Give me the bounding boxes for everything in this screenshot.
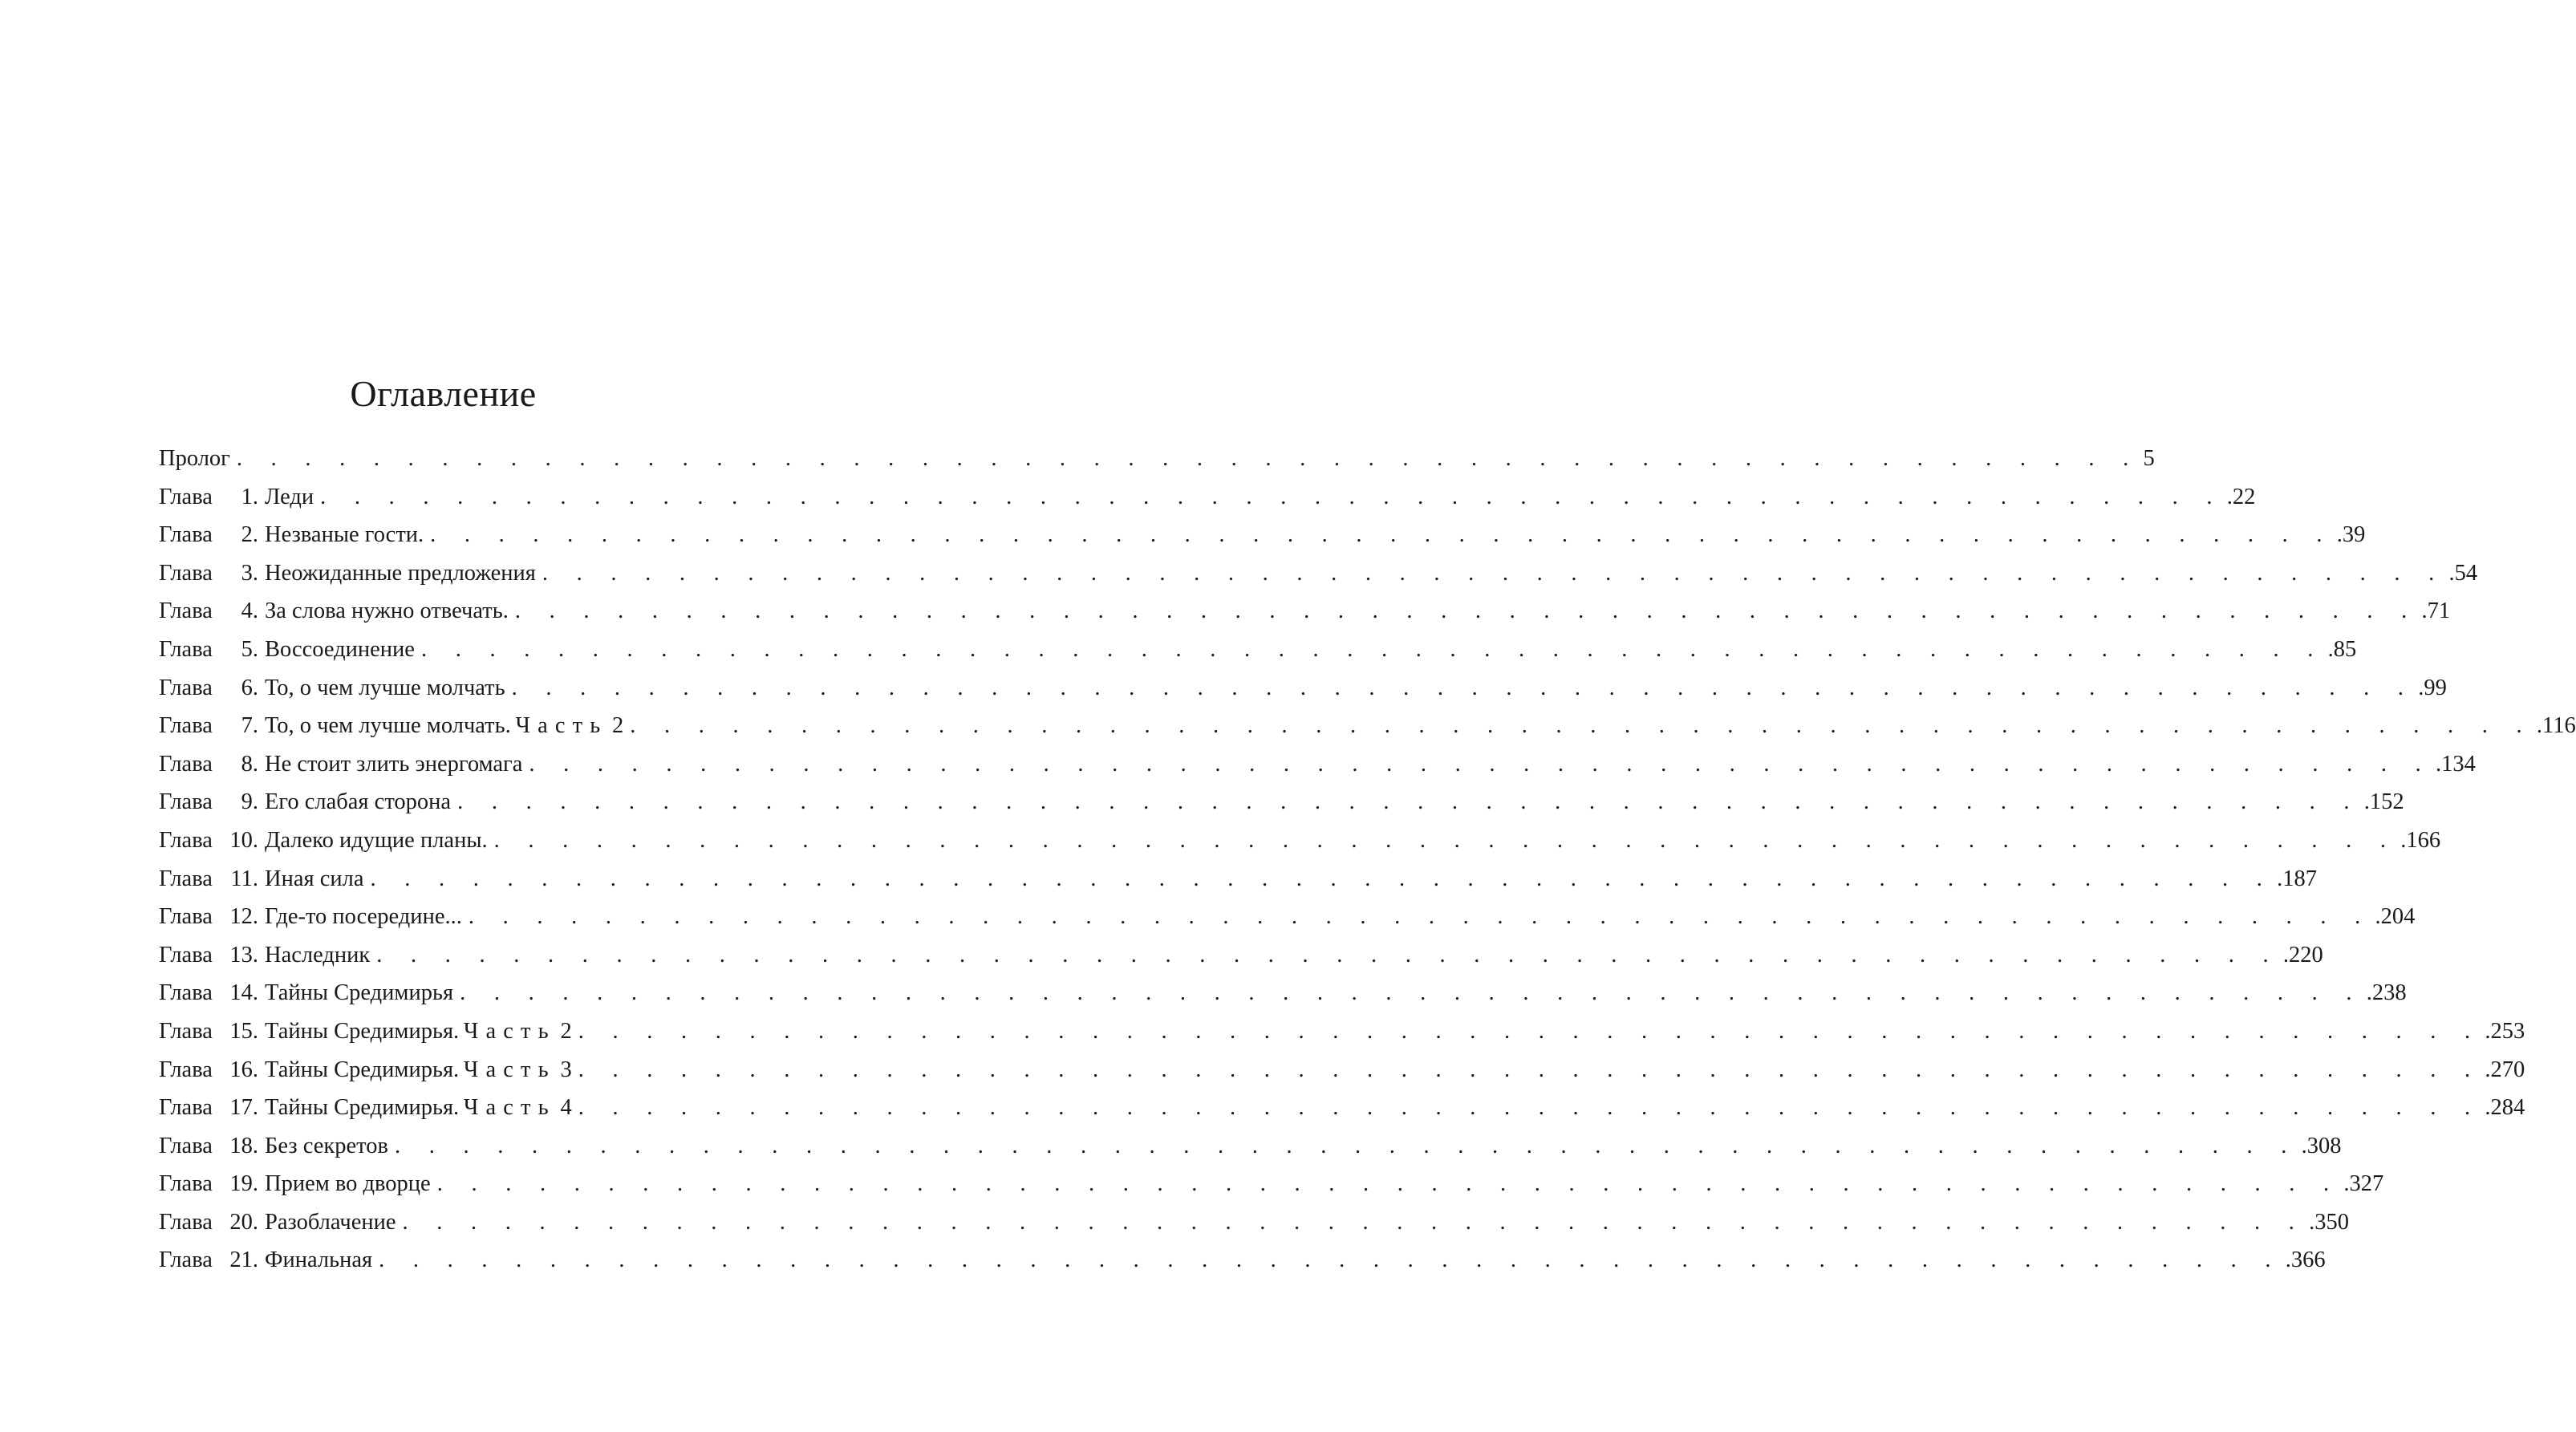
chapter-number: 4. (241, 598, 258, 624)
chapter-number: 1. (241, 484, 258, 509)
chapter-title: За слова нужно отвечать. (265, 598, 509, 624)
toc-entry-label (159, 669, 505, 708)
chapter-number: 2. (241, 522, 258, 548)
toc-entry-chapter[interactable] (159, 592, 2451, 631)
chapter-number: 14. (229, 980, 258, 1006)
chapter-number: 19. (229, 1171, 258, 1197)
page-number: .134 (2436, 751, 2476, 777)
chapter-part-word: Часть (463, 1057, 556, 1082)
page-number: .99 (2418, 675, 2447, 700)
page-number: .187 (2277, 866, 2317, 891)
chapter-word: Глава (159, 1095, 213, 1121)
chapter-part-word: Часть (463, 1018, 556, 1044)
toc-entry-chapter[interactable] (159, 1165, 2384, 1203)
toc-entry-chapter[interactable] (159, 1012, 2525, 1051)
chapter-part-word: Часть (463, 1095, 556, 1121)
chapter-word: Глава (159, 1057, 213, 1082)
dot-leader: . . . . . . . . . . . . . . . . . . . . . . . . . . . . . . . . . . . . . . . . . . . . . . . . . . . . . . . . (394, 1133, 2298, 1158)
toc-entry-label (159, 516, 424, 554)
chapter-number: 21. (229, 1247, 258, 1273)
toc-list (159, 440, 2576, 1280)
chapter-title: Незваные гости. (265, 522, 424, 548)
chapter-number: 18. (229, 1133, 258, 1158)
page-number: .166 (2400, 827, 2441, 853)
chapter-word: Глава (159, 980, 213, 1006)
chapter-word: Глава (159, 827, 213, 853)
chapter-number: 9. (241, 789, 258, 815)
chapter-title: Далеко идущие планы. (265, 827, 488, 853)
chapter-word: Глава (159, 904, 213, 930)
chapter-part-number: 2 (612, 713, 624, 739)
dot-leader: . . . . . . . . . . . . . . . . . . . . . . . . . . . . . . . . . . . . . . . . . . . . . . . . . . . . . . . . (430, 522, 2334, 548)
chapter-title: Леди (265, 484, 314, 509)
dot-leader: . . . . . . . . . . . . . . . . . . . . . . . . . . . . . . . . . . . . . . . . . . . . . . . . . . . . . . . . (420, 636, 2325, 662)
dot-leader: . . . . . . . . . . . . . . . . . . . . . . . . . . . . . . . . . . . . . . . . . . . . . . . . . . . . . . . . (370, 866, 2274, 891)
chapter-part-number: 2 (560, 1018, 572, 1044)
dot-leader: . . . . . . . . . . . . . . . . . . . . . . . . . . . . . . . . . . . . . . . . . . . . . . . . . . . . . . . . (402, 1209, 2306, 1235)
chapter-number: 20. (229, 1209, 258, 1235)
toc-entry-chapter[interactable] (159, 1051, 2525, 1089)
toc-entry-chapter[interactable] (159, 669, 2447, 708)
chapter-title: Воссоединение (265, 636, 415, 662)
dot-leader: . . . . . . . . . . . . . . . . . . . . . . . . . . . . . . . . . . . . . . . . . . . . . . . . . . . . . . . . (529, 751, 2433, 777)
toc-entry-label (159, 1127, 388, 1166)
toc-entry-label (159, 1203, 396, 1242)
chapter-title: То, о чем лучше молчать. (265, 713, 511, 739)
page-number: 5 (2143, 446, 2155, 471)
dot-leader: . . . . . . . . . . . . . . . . . . . . . . . . . . . . . . . . . . . . . . . . . . . . . . . . . . . . . . . . (514, 598, 2419, 624)
dot-leader: . . . . . . . . . . . . . . . . . . . . . . . . . . . . . . . . . . . . . . . . . . . . . . . . . . . . . . . . (542, 560, 2446, 586)
chapter-number: 11. (230, 866, 258, 891)
toc-entry-chapter[interactable] (159, 783, 2404, 821)
page-number: .204 (2375, 904, 2416, 930)
toc-entry-chapter[interactable] (159, 898, 2416, 936)
chapter-title: Тайны Средимирья (265, 980, 454, 1006)
toc-entry-label (159, 745, 522, 784)
chapter-number: 10. (229, 827, 258, 853)
toc-entry-chapter[interactable] (159, 1241, 2326, 1280)
toc-entry-label (159, 592, 509, 631)
page-number: .253 (2485, 1018, 2525, 1044)
toc-entry-label (159, 440, 230, 478)
chapter-word: Глава (159, 751, 213, 777)
page-number: .85 (2327, 636, 2357, 662)
chapter-title: Где-то посередине... (265, 904, 462, 930)
toc-entry-label (159, 860, 364, 899)
toc-entry-label (159, 478, 314, 517)
page-number: .220 (2282, 942, 2323, 968)
chapter-word: Глава (159, 1209, 213, 1235)
chapter-word: Глава (159, 1133, 213, 1158)
chapter-part-word: Часть (515, 713, 608, 739)
chapter-word: Глава (159, 789, 213, 815)
chapter-part-number: 3 (560, 1057, 572, 1082)
page-number: .71 (2421, 598, 2451, 624)
chapter-number: 16. (229, 1057, 258, 1082)
chapter-word: Глава (159, 866, 213, 891)
chapter-title: Разоблачение (265, 1209, 396, 1235)
chapter-title: Наследник (265, 942, 371, 968)
toc-entry-label (159, 707, 623, 745)
toc-title: Оглавление (350, 373, 537, 414)
dot-leader: . . . . . . . . . . . . . . . . . . . . . . . . . . . . . . . . . . . . . . . . . . . . . . . . . . . . . . . . (320, 484, 2224, 509)
chapter-number: 5. (241, 636, 258, 662)
chapter-number: 15. (229, 1018, 258, 1044)
toc-entry-chapter[interactable] (159, 707, 2576, 745)
chapter-word: Глава (159, 636, 213, 662)
dot-leader: . . . . . . . . . . . . . . . . . . . . . . . . . . . . . . . . . . . . . . . . . . . . . . . . . . . . . . . . (578, 1095, 2482, 1121)
toc-entry-label (159, 1089, 572, 1127)
toc-entry-label (159, 898, 462, 936)
toc-entry-chapter[interactable] (159, 516, 2366, 554)
chapter-word: Глава (159, 942, 213, 968)
chapter-title: Финальная (265, 1247, 373, 1273)
chapter-part-number: 4 (560, 1095, 572, 1121)
toc-entry-prologue[interactable] (159, 440, 2155, 478)
toc-entry-label (159, 1165, 431, 1203)
toc-entry-chapter[interactable] (159, 478, 2256, 517)
toc-entry-label (159, 1012, 572, 1051)
page-number: .54 (2448, 560, 2478, 586)
toc-entry-chapter[interactable] (159, 631, 2357, 669)
dot-leader: . . . . . . . . . . . . . . . . . . . . . . . . . . . . . . . . . . . . . . . . . . . . . . . . . . . . . . . . (578, 1057, 2482, 1082)
chapter-title: Иная сила (265, 866, 364, 891)
dot-leader: . . . . . . . . . . . . . . . . . . . . . . . . . . . . . . . . . . . . . . . . . . . . . . . . . . . . . . . . (376, 942, 2280, 968)
chapter-word: Глава (159, 560, 213, 586)
toc-entry-chapter[interactable] (159, 821, 2441, 860)
chapter-title: Тайны Средимирья. (265, 1057, 460, 1082)
page-number: .284 (2485, 1095, 2525, 1121)
chapter-word: Глава (159, 522, 213, 548)
dot-leader: . . . . . . . . . . . . . . . . . . . . . . . . . . . . . . . . . . . . . . . . . . . . . . . . . . . . . . . . (457, 789, 2361, 815)
page-number: .152 (2363, 789, 2404, 815)
page-number: .270 (2485, 1057, 2525, 1082)
dot-leader: . . . . . . . . . . . . . . . . . . . . . . . . . . . . . . . . . . . . . . . . . . . . . . . . . . . . . . . . (379, 1247, 2282, 1273)
toc-entry-chapter[interactable] (159, 1089, 2525, 1127)
dot-leader: . . . . . . . . . . . . . . . . . . . . . . . . . . . . . . . . . . . . . . . . . . . . . . . . . . . . . . . . (578, 1018, 2482, 1044)
chapter-title: Тайны Средимирья. (265, 1095, 460, 1121)
chapter-number: 6. (241, 675, 258, 700)
dot-leader: . . . . . . . . . . . . . . . . . . . . . . . . . . . . . . . . . . . . . . . . . . . . . . . . . . . . . . . . (630, 713, 2533, 739)
chapter-number: 17. (229, 1095, 258, 1121)
toc-entry-label (159, 783, 451, 821)
toc-entry-label (159, 974, 453, 1012)
chapter-title: Тайны Средимирья. (265, 1018, 460, 1044)
page-number: .366 (2285, 1247, 2326, 1273)
page-number: .350 (2309, 1209, 2349, 1235)
chapter-word: Глава (159, 713, 213, 739)
chapter-title: Без секретов (265, 1133, 388, 1158)
dot-leader: . . . . . . . . . . . . . . . . . . . . . . . . . . . . . . . . . . . . . . . . . . . . . . . . . . . . . . . . (460, 980, 2363, 1006)
toc-entry-chapter[interactable] (159, 1203, 2349, 1242)
dot-leader: . . . . . . . . . . . . . . . . . . . . . . . . . . . . . . . . . . . . . . . . . . . . . . . . . . . . . . . . (468, 904, 2372, 930)
toc-entry-label (159, 554, 536, 593)
dot-leader: . . . . . . . . . . . . . . . . . . . . . . . . . . . . . . . . . . . . . . . . . . . . . . . . . . . . . . . . (493, 827, 2398, 853)
toc-entry-chapter[interactable] (159, 936, 2323, 975)
dot-leader: . . . . . . . . . . . . . . . . . . . . . . . . . . . . . . . . . . . . . . . . . . . . . . . . . . . . . . . . (511, 675, 2416, 700)
toc-entry-chapter[interactable] (159, 554, 2478, 593)
page-number: .327 (2343, 1171, 2384, 1197)
chapter-word: Глава (159, 1018, 213, 1044)
page-number: .22 (2226, 484, 2256, 509)
toc-entry-label (159, 631, 415, 669)
toc-entry-label (159, 821, 488, 860)
chapter-number: 12. (229, 904, 258, 930)
page-number: .308 (2301, 1133, 2342, 1158)
page-number: .39 (2336, 522, 2366, 548)
chapter-word: Глава (159, 484, 213, 509)
chapter-title: Неожиданные предложения (265, 560, 536, 586)
dot-leader: . . . . . . . . . . . . . . . . . . . . . . . . . . . . . . . . . . . . . . . . . . . . . . . . . . . . . . . . (236, 446, 2140, 471)
toc-entry-chapter[interactable] (159, 974, 2407, 1012)
chapter-title: То, о чем лучше молчать (265, 675, 505, 700)
toc-entry-label (159, 936, 370, 975)
chapter-title: Прием во дворце (265, 1171, 431, 1197)
chapter-title: Его слабая сторона (265, 789, 452, 815)
page-number: .238 (2366, 980, 2407, 1006)
toc-entry-label (159, 1241, 372, 1280)
chapter-number: 3. (241, 560, 258, 586)
page-number: .116 (2536, 713, 2576, 739)
chapter-title: Не стоит злить энергомага (265, 751, 523, 777)
chapter-word: Глава (159, 675, 213, 700)
toc-entry-chapter[interactable] (159, 745, 2476, 784)
toc-entry-chapter[interactable] (159, 860, 2317, 899)
chapter-word: Глава (159, 1171, 213, 1197)
chapter-number: 8. (241, 751, 258, 777)
prologue-title: Пролог (159, 446, 230, 471)
toc-entry-label (159, 1051, 572, 1089)
chapter-number: 13. (229, 942, 258, 968)
dot-leader: . . . . . . . . . . . . . . . . . . . . . . . . . . . . . . . . . . . . . . . . . . . . . . . . . . . . . . . . (436, 1171, 2341, 1197)
toc-entry-chapter[interactable] (159, 1127, 2342, 1166)
chapter-word: Глава (159, 598, 213, 624)
chapter-number: 7. (241, 713, 258, 739)
chapter-word: Глава (159, 1247, 213, 1273)
